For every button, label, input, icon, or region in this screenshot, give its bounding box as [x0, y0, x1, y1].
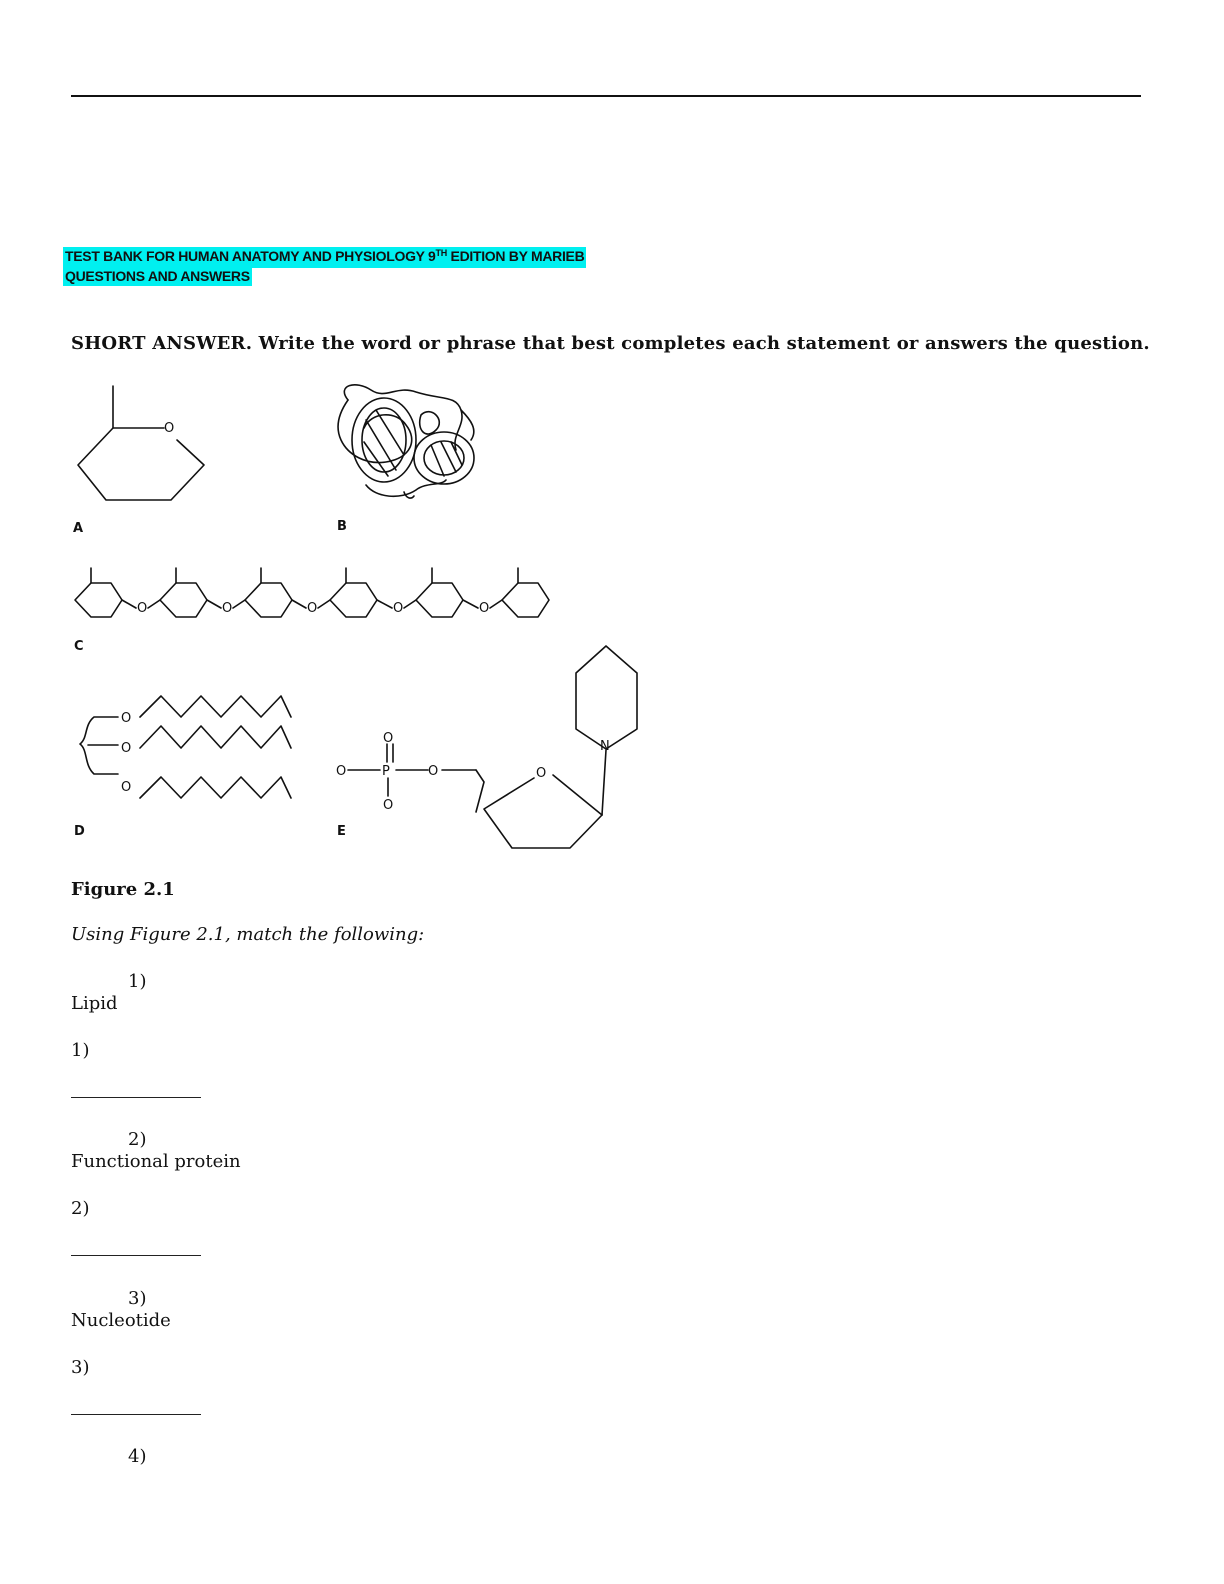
- panel-label-c: C: [74, 639, 84, 654]
- document-title-line2: QUESTIONS AND ANSWERS: [65, 268, 250, 284]
- figure-instruction: Using Figure 2.1, match the following:: [71, 924, 425, 945]
- panel-b-globular-protein: [338, 385, 474, 498]
- answer-label: 1): [71, 1040, 90, 1061]
- panel-label-b: B: [337, 519, 347, 534]
- panel-e-nucleotide: [348, 646, 637, 848]
- question-text: Lipid: [71, 993, 118, 1014]
- document-title-line1: TEST BANK FOR HUMAN ANATOMY AND PHYSIOLOGY 9TH EDITION BY MARIEB: [63, 247, 586, 268]
- atom-c-o2: O: [222, 601, 233, 616]
- question-number: 1): [128, 971, 147, 992]
- panel-a-monosaccharide: [78, 386, 204, 500]
- question-number: 3): [128, 1288, 147, 1309]
- atom-c-o5: O: [479, 601, 490, 616]
- panel-label-a: A: [73, 521, 84, 536]
- answer-label: 2): [71, 1198, 90, 1219]
- question-number: 4): [128, 1446, 147, 1467]
- top-rule: [71, 95, 1141, 97]
- panel-label-e: E: [337, 824, 346, 839]
- atom-e-ring-oxygen: O: [536, 766, 547, 781]
- atom-e-nitrogen: N: [600, 739, 610, 754]
- atom-c-o3: O: [307, 601, 318, 616]
- figure-2-1: [66, 380, 666, 860]
- atom-e-o-bottom: O: [383, 798, 394, 813]
- atom-c-o4: O: [393, 601, 404, 616]
- answer-label: 3): [71, 1357, 90, 1378]
- atom-d-o2: O: [121, 741, 132, 756]
- atom-c-o1: O: [137, 601, 148, 616]
- atom-e-o-right: O: [428, 764, 439, 779]
- question-text: Functional protein: [71, 1151, 241, 1172]
- atom-d-o3: O: [121, 780, 132, 795]
- panel-d-triglyceride: [80, 696, 291, 798]
- atom-e-o-left: O: [336, 764, 347, 779]
- answer-blank[interactable]: [71, 1414, 201, 1415]
- question-number: 2): [128, 1129, 147, 1150]
- atom-e-o-top: O: [383, 731, 394, 746]
- answer-blank[interactable]: [71, 1255, 201, 1256]
- panel-label-d: D: [74, 824, 85, 839]
- atom-d-o1: O: [121, 711, 132, 726]
- figure-caption: Figure 2.1: [71, 879, 175, 900]
- answer-blank[interactable]: [71, 1097, 201, 1098]
- atom-a-oxygen: O: [164, 421, 175, 436]
- question-text: Nucleotide: [71, 1310, 171, 1331]
- section-instructions: SHORT ANSWER. Write the word or phrase that best completes each statement or answers the question.: [71, 333, 1150, 354]
- atom-e-phosphorus: P: [382, 764, 390, 779]
